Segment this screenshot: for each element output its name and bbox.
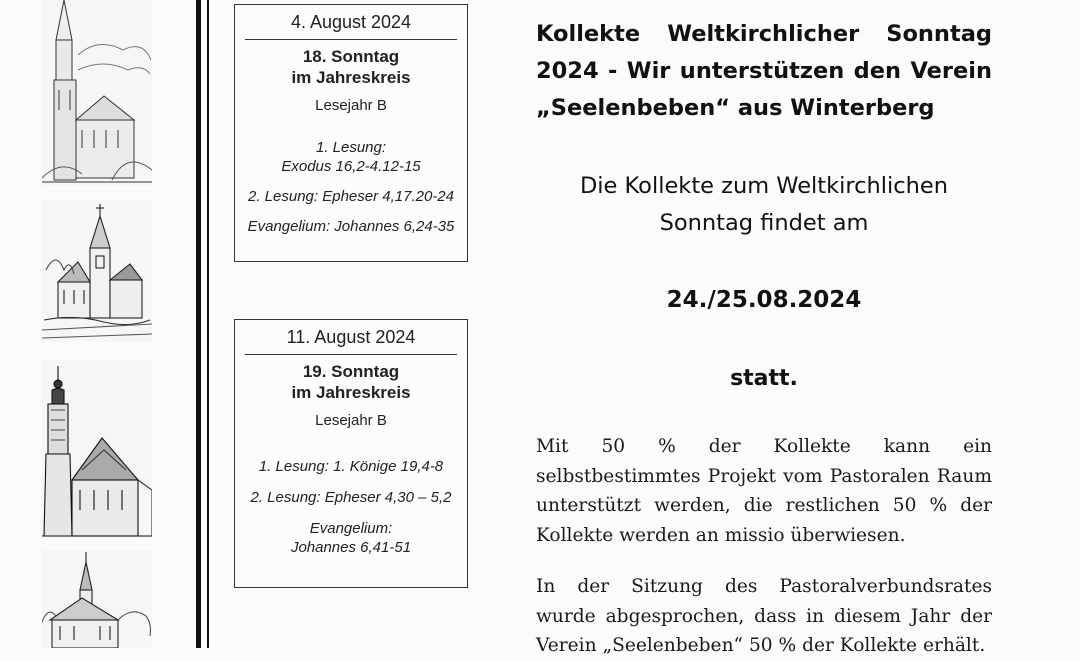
gospel bbox=[235, 519, 467, 557]
sunday-line-1: 18. Sonntag bbox=[302, 47, 400, 66]
reading-1-ref: Exodus 16,2-4.12-15 bbox=[281, 158, 421, 175]
church-drawing-3 bbox=[42, 360, 152, 538]
vertical-divider-thin bbox=[207, 0, 209, 648]
intro-line-1: Die Kollekte zum Weltkirchlichen bbox=[579, 173, 949, 199]
gospel: Evangelium: Johannes 6,24-35 bbox=[247, 218, 455, 235]
church-drawing-1 bbox=[42, 0, 152, 186]
lesejahr: Lesejahr B bbox=[315, 97, 387, 114]
gospel-ref: Johannes 6,41-51 bbox=[290, 539, 412, 556]
sunday-line-2: im Jahreskreis bbox=[291, 68, 411, 87]
intro-line-2: Sonntag findet am bbox=[659, 210, 869, 236]
church-illustration-column bbox=[0, 0, 185, 648]
liturgy-date: 4. August 2024 bbox=[245, 5, 457, 40]
reading-1 bbox=[235, 138, 467, 176]
reading-2: 2. Lesung: Epheser 4,17.20-24 bbox=[248, 188, 454, 205]
liturgy-box-aug-11 bbox=[234, 319, 468, 588]
liturgy-sunday-title bbox=[235, 361, 467, 403]
article-headline: Kollekte Weltkirchlicher Sonntag 2024 - Wir unterstützen den Verein „Seelenbeben“ aus Winterberg bbox=[536, 21, 992, 121]
liturgy-sunday-title bbox=[235, 46, 467, 88]
liturgy-date: 11. August 2024 bbox=[245, 320, 457, 355]
reading-2: 2. Lesung: Epheser 4,30 – 5,2 bbox=[250, 489, 452, 506]
vertical-divider-thick bbox=[196, 0, 201, 648]
sunday-line-2: im Jahreskreis bbox=[291, 383, 411, 402]
liturgy-box-aug-4 bbox=[234, 4, 468, 262]
church-drawing-2 bbox=[42, 200, 152, 342]
sunday-line-1: 19. Sonntag bbox=[302, 362, 400, 381]
collection-date: 24./25.08.2024 bbox=[666, 287, 862, 313]
reading-1-label: 1. Lesung: bbox=[315, 139, 387, 156]
gospel-label: Evangelium: bbox=[309, 520, 393, 537]
church-drawing-4 bbox=[42, 550, 152, 648]
statt-text: statt. bbox=[730, 366, 798, 391]
reading-1: 1. Lesung: 1. Könige 19,4-8 bbox=[258, 458, 444, 475]
lesejahr: Lesejahr B bbox=[315, 412, 387, 429]
article-intro bbox=[536, 168, 992, 242]
article-paragraph-1: Mit 50 % der Kollekte kann ein selbstbestimmtes Projekt vom Pastoralen Raum unterstützt werden, die restlichen 50 % der Kollekte werden an missio überwiesen. bbox=[536, 436, 992, 546]
article-paragraph-2: In der Sitzung des Pastoralverbundsrates wurde abgesprochen, dass in diesem Jahr der Verein „Seelenbeben“ 50 % der Kollekte erhält. bbox=[536, 576, 992, 656]
